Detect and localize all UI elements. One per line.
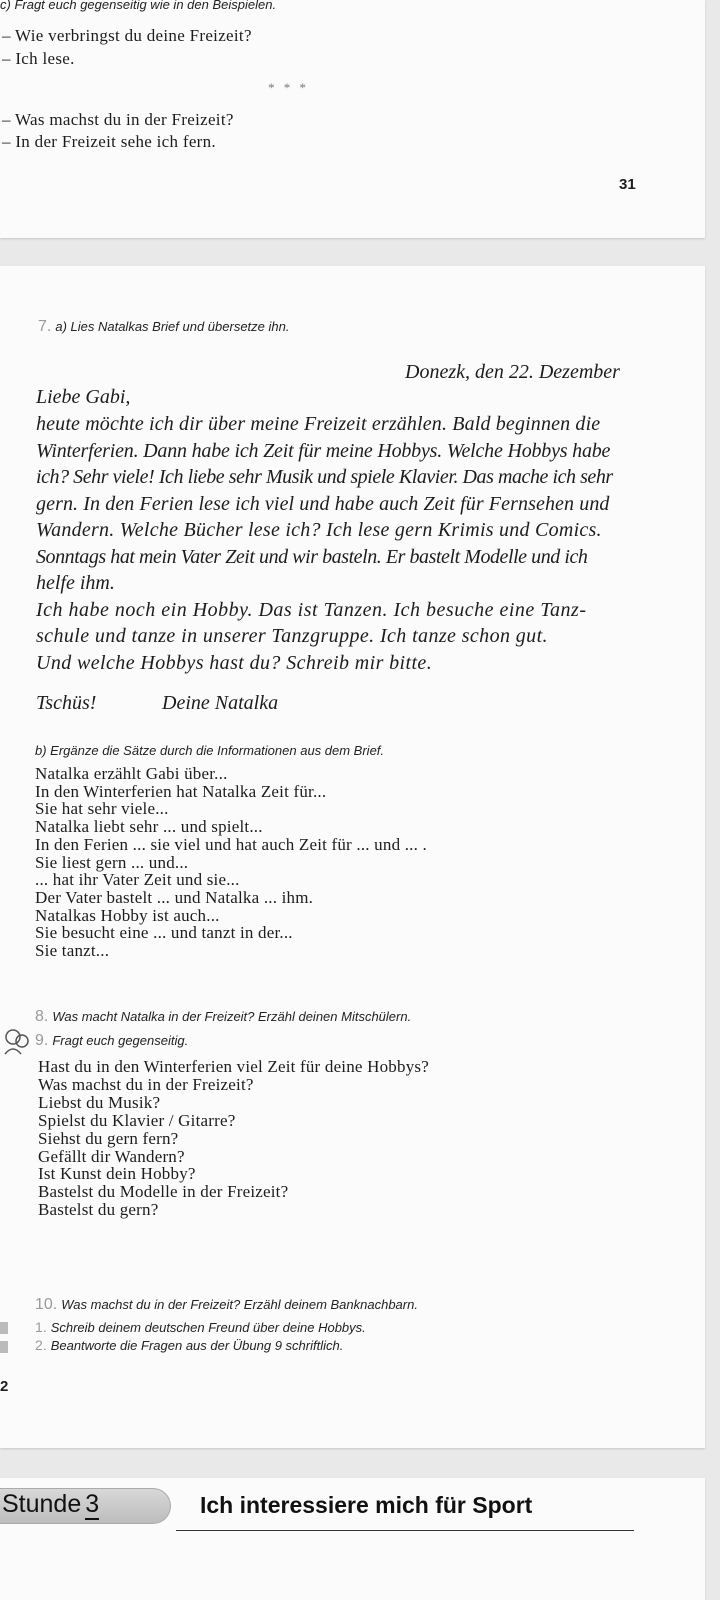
sentence-item: Sie besucht eine ... und tanzt in der...: [35, 923, 293, 943]
letter-greeting: Liebe Gabi,: [36, 386, 131, 408]
exercise-9-questions: [38, 1058, 429, 1219]
homework-2-text: Beantworte die Fragen aus der Übung 9 schriftlich.: [50, 1338, 344, 1353]
question-item: Bastelst du gern?: [38, 1200, 159, 1220]
sentence-item: In den Ferien ... sie viel und hat auch Zeit für ... und ... .: [35, 834, 427, 854]
dialog1-line1: – Wie verbringst du deine Freizeit?: [2, 26, 252, 45]
page-31: [0, 0, 705, 238]
exercise-8-text: Was macht Natalka in der Freizeit? Erzähl deinen Mitschülern.: [52, 1009, 412, 1024]
exercise-10-text: Was machst du in der Freizeit? Erzähl deinem Banknachbarn.: [61, 1297, 418, 1312]
dialog1-line2: – Ich lese.: [2, 49, 75, 68]
question-item: Gefällt dir Wandern?: [38, 1146, 185, 1166]
question-item: Liebst du Musik?: [38, 1092, 161, 1112]
dialog2-line2: – In der Freizeit sehe ich fern.: [2, 132, 216, 151]
question-item: Hast du in den Winterferien viel Zeit für deine Hobbys?: [38, 1057, 429, 1076]
sentence-item: Natalka liebt sehr ... und spielt...: [35, 817, 263, 837]
lesson-title: Ich interessiere mich für Sport: [200, 1492, 533, 1518]
homework-marker: [0, 1341, 8, 1353]
question-item: Spielst du Klavier / Gitarre?: [38, 1110, 236, 1130]
question-item: Siehst du gern fern?: [38, 1128, 179, 1148]
letter-body: [36, 411, 613, 676]
sentence-item: ... hat ihr Vater Zeit und sie...: [35, 870, 240, 890]
homework-1-text: Schreib deinem deutschen Freund über deine Hobbys.: [50, 1320, 366, 1335]
letter-signature: Deine Natalka: [162, 692, 279, 714]
exercise-10: [35, 1296, 418, 1314]
sentence-item: Sie tanzt...: [35, 941, 110, 961]
letter-line: ich? Sehr viele! Ich liebe sehr Musik und spiele Klavier. Das mache ich sehr: [36, 466, 613, 488]
sentence-item: Der Vater bastelt ... und Natalka ... ihm.: [35, 887, 314, 907]
letter-line: gern. In den Ferien lese ich viel und habe auch Zeit für Fernsehen und: [36, 492, 610, 515]
homework-marker: [0, 1322, 8, 1334]
homework-1-number: 1.: [35, 1319, 47, 1335]
stunde-word: Stunde: [2, 1490, 82, 1518]
exercise-7b-sentences: [35, 765, 427, 960]
title-underline: [176, 1530, 634, 1531]
letter-line: schule und tanze in unserer Tanzgruppe. Ich tanze schon gut.: [36, 625, 548, 647]
question-item: Was machst du in der Freizeit?: [38, 1074, 254, 1094]
letter-date: Donezk, den 22. Dezember: [405, 361, 620, 383]
separator-stars: * * *: [268, 80, 309, 95]
sentence-item: Sie liest gern ... und...: [35, 852, 189, 872]
exercise-7a-instruction: a) Lies Natalkas Brief und übersetze ihn.: [55, 319, 290, 334]
letter-line: heute möchte ich dir über meine Freizeit erzählen. Bald beginnen die: [36, 413, 601, 435]
page-32: [0, 266, 705, 1448]
exercise-7-heading: [38, 318, 289, 336]
homework-2-number: 2.: [35, 1337, 47, 1353]
stunde-label: [2, 1490, 99, 1519]
homework-2: [35, 1337, 343, 1355]
letter-line: Und welche Hobbys hast du? Schreib mir bitte.: [36, 651, 433, 674]
question-item: Ist Kunst dein Hobby?: [38, 1164, 196, 1184]
letter-line: Ich habe noch ein Hobby. Das ist Tanzen. Ich besuche eine Tanz-: [36, 598, 587, 621]
letter-line: helfe ihm.: [36, 572, 115, 594]
stunde-number: 3: [85, 1490, 100, 1518]
page-number-2: 2: [0, 1378, 9, 1395]
exercise-8: [35, 1008, 411, 1026]
letter-line: Wandern. Welche Bücher lese ich? Ich lese gern Krimis und Comics.: [36, 519, 602, 541]
sentence-item: Sie hat sehr viele...: [35, 799, 169, 819]
letter-line: Winterferien. Dann habe ich Zeit für meine Hobbys. Welche Hobbys habe: [36, 439, 611, 462]
page-number: 31: [619, 176, 636, 193]
letter-line: Sonntags hat mein Vater Zeit und wir basteln. Er bastelt Modelle und ich: [36, 545, 588, 568]
exercise-8-number: 8.: [35, 1008, 49, 1025]
dialog2-line1: – Was machst du in der Freizeit?: [2, 110, 234, 129]
exercise-9-text: Fragt euch gegenseitig.: [52, 1033, 189, 1048]
homework-1: [35, 1319, 366, 1337]
exercise-9-number: 9.: [35, 1032, 49, 1049]
sentence-item: In den Winterferien hat Natalka Zeit für...: [35, 781, 327, 801]
exercise-10-number: 10.: [35, 1296, 58, 1313]
sentence-item: Natalka erzählt Gabi über...: [35, 764, 228, 783]
question-item: Bastelst du Modelle in der Freizeit?: [38, 1182, 289, 1202]
exercise-9: [35, 1032, 188, 1050]
exercise-7-number: 7.: [38, 318, 52, 335]
pair-work-icon: [2, 1026, 32, 1056]
exercise-7b-instruction: b) Ergänze die Sätze durch die Informationen aus dem Brief.: [35, 743, 385, 758]
top-instruction: c) Fragt euch gegenseitig wie in den Beispielen.: [0, 0, 277, 12]
letter-closing: Tschüs!: [36, 692, 97, 714]
sentence-item: Natalkas Hobby ist auch...: [35, 905, 220, 925]
